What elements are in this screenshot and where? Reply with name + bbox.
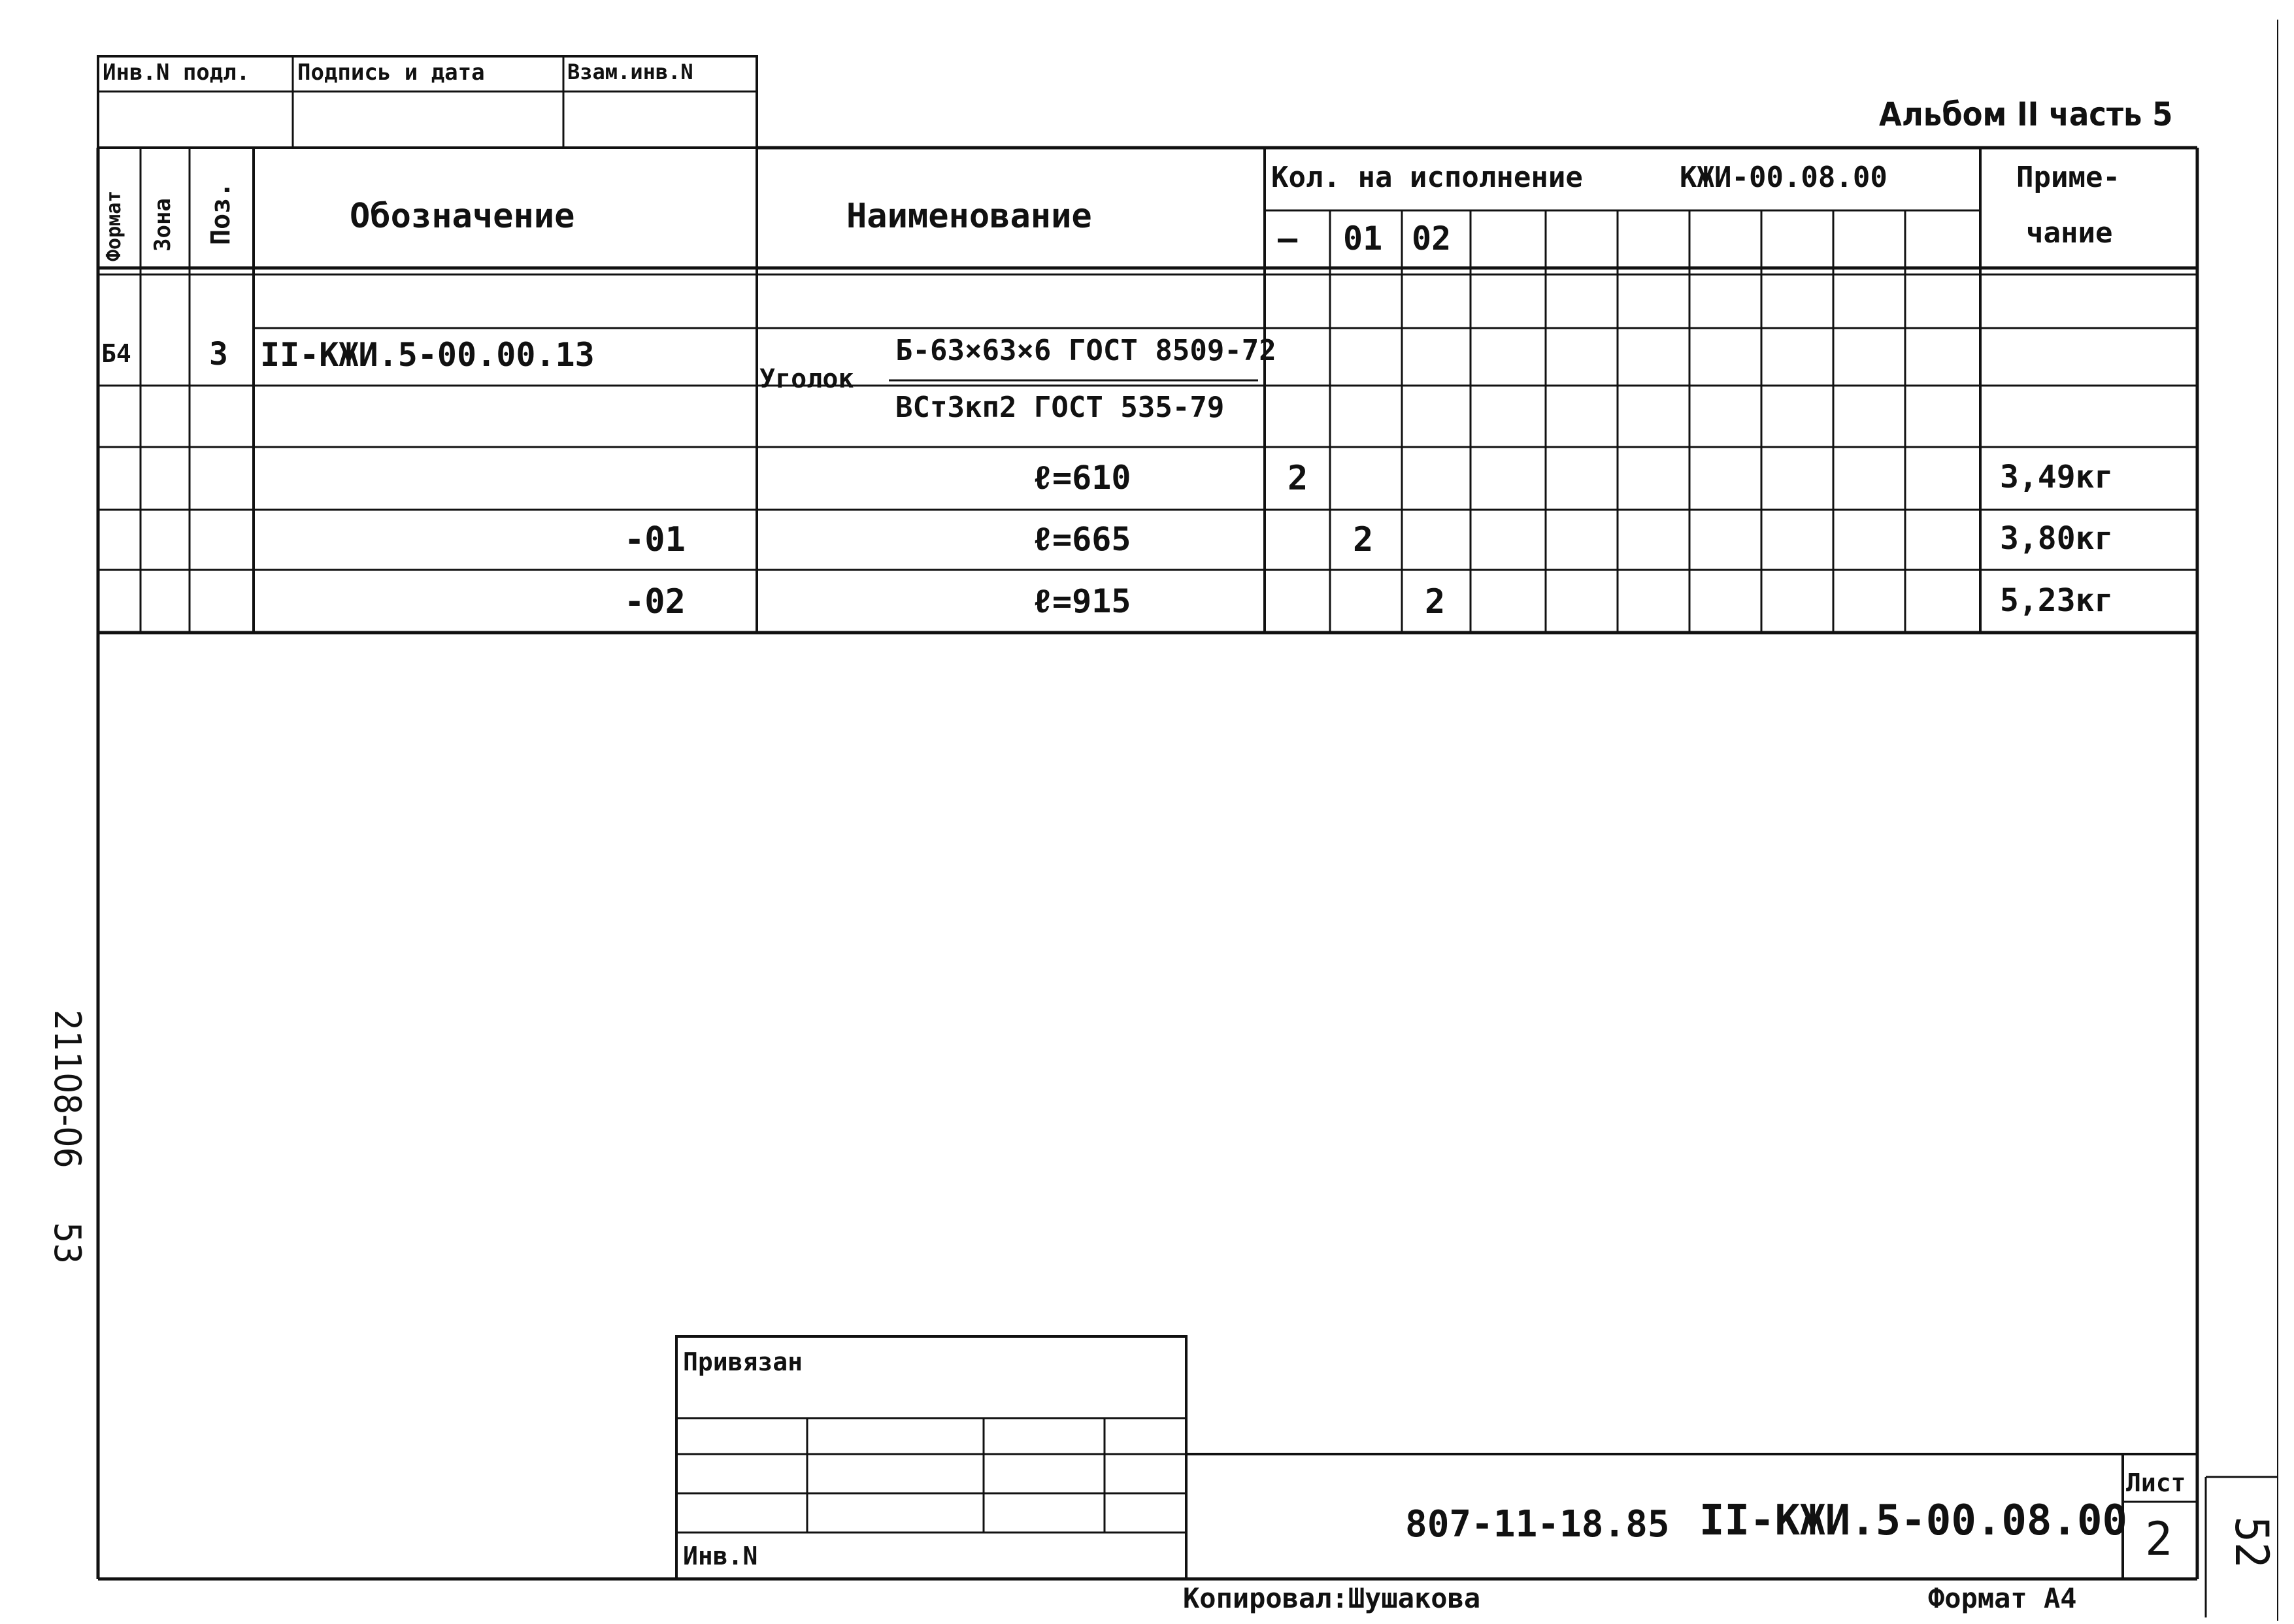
row3-qty: 2 [1353, 520, 1374, 559]
row1-oboznachenie: II-КЖИ.5-00.00.13 [260, 336, 595, 374]
footer-format: Формат А4 [1928, 1582, 2077, 1614]
title-doc-code: II-КЖИ.5-00.08.00 [1699, 1497, 2128, 1545]
row3-note: 3,80кг [2000, 520, 2114, 557]
row4-variant: -02 [624, 582, 686, 621]
header-format: Формат [103, 190, 125, 261]
row3-variant: -01 [624, 520, 686, 559]
stamp-vzam-inv-label: Взам.инв.N [567, 59, 693, 84]
row4-note: 5,23кг [2000, 582, 2114, 619]
row3-length: ℓ=665 [1033, 520, 1131, 558]
left-margin-page: 53 [46, 1222, 88, 1265]
privyazan-inv: Инв.N [683, 1542, 758, 1570]
header-poz: Поз. [206, 182, 236, 245]
row1-format: Б4 [101, 339, 131, 368]
header-exec-dash: — [1278, 220, 1298, 257]
corner-page-number: 52 [2225, 1516, 2278, 1569]
row2-length: ℓ=610 [1033, 459, 1131, 497]
row1-profile: Б-63×63×6 ГОСТ 8509-72 [895, 334, 1276, 367]
header-naimenovanie: Наименование [846, 197, 1092, 236]
row1-item-name: Уголок [759, 364, 854, 394]
title-list-label: Лист [2126, 1468, 2186, 1497]
row1-material: ВСт3кп2 ГОСТ 535-79 [895, 391, 1225, 424]
row4-qty: 2 [1425, 582, 1446, 621]
stamp-inv-podl-label: Инв.N подл. [103, 59, 250, 86]
header-exec-02: 02 [1412, 220, 1452, 257]
header-kol: Кол. на исполнение [1271, 161, 1583, 194]
header-prim-1: Приме- [2016, 161, 2120, 194]
header-doc-code: КЖИ-00.08.00 [1680, 161, 1887, 194]
header-oboznachenie: Обозначение [350, 197, 575, 236]
stamp-podpis-data-label: Подпись и дата [297, 59, 485, 86]
left-margin-code: 21108-06 [46, 1010, 88, 1168]
header-zona: Зона [150, 198, 176, 252]
row2-qty: 2 [1288, 459, 1308, 498]
privyazan-title: Привязан [683, 1348, 803, 1376]
header-prim-2: чание [2026, 216, 2113, 250]
row1-poz: 3 [209, 336, 228, 373]
row2-note: 3,49кг [2000, 459, 2114, 495]
title-list-value: 2 [2145, 1512, 2173, 1566]
footer-copied: Копировал:Шушакова [1183, 1582, 1481, 1614]
header-exec-01: 01 [1343, 220, 1383, 257]
title-doc-number: 807-11-18.85 [1405, 1503, 1670, 1546]
row4-length: ℓ=915 [1033, 582, 1131, 620]
album-label: Альбом II часть 5 [1879, 95, 2173, 133]
